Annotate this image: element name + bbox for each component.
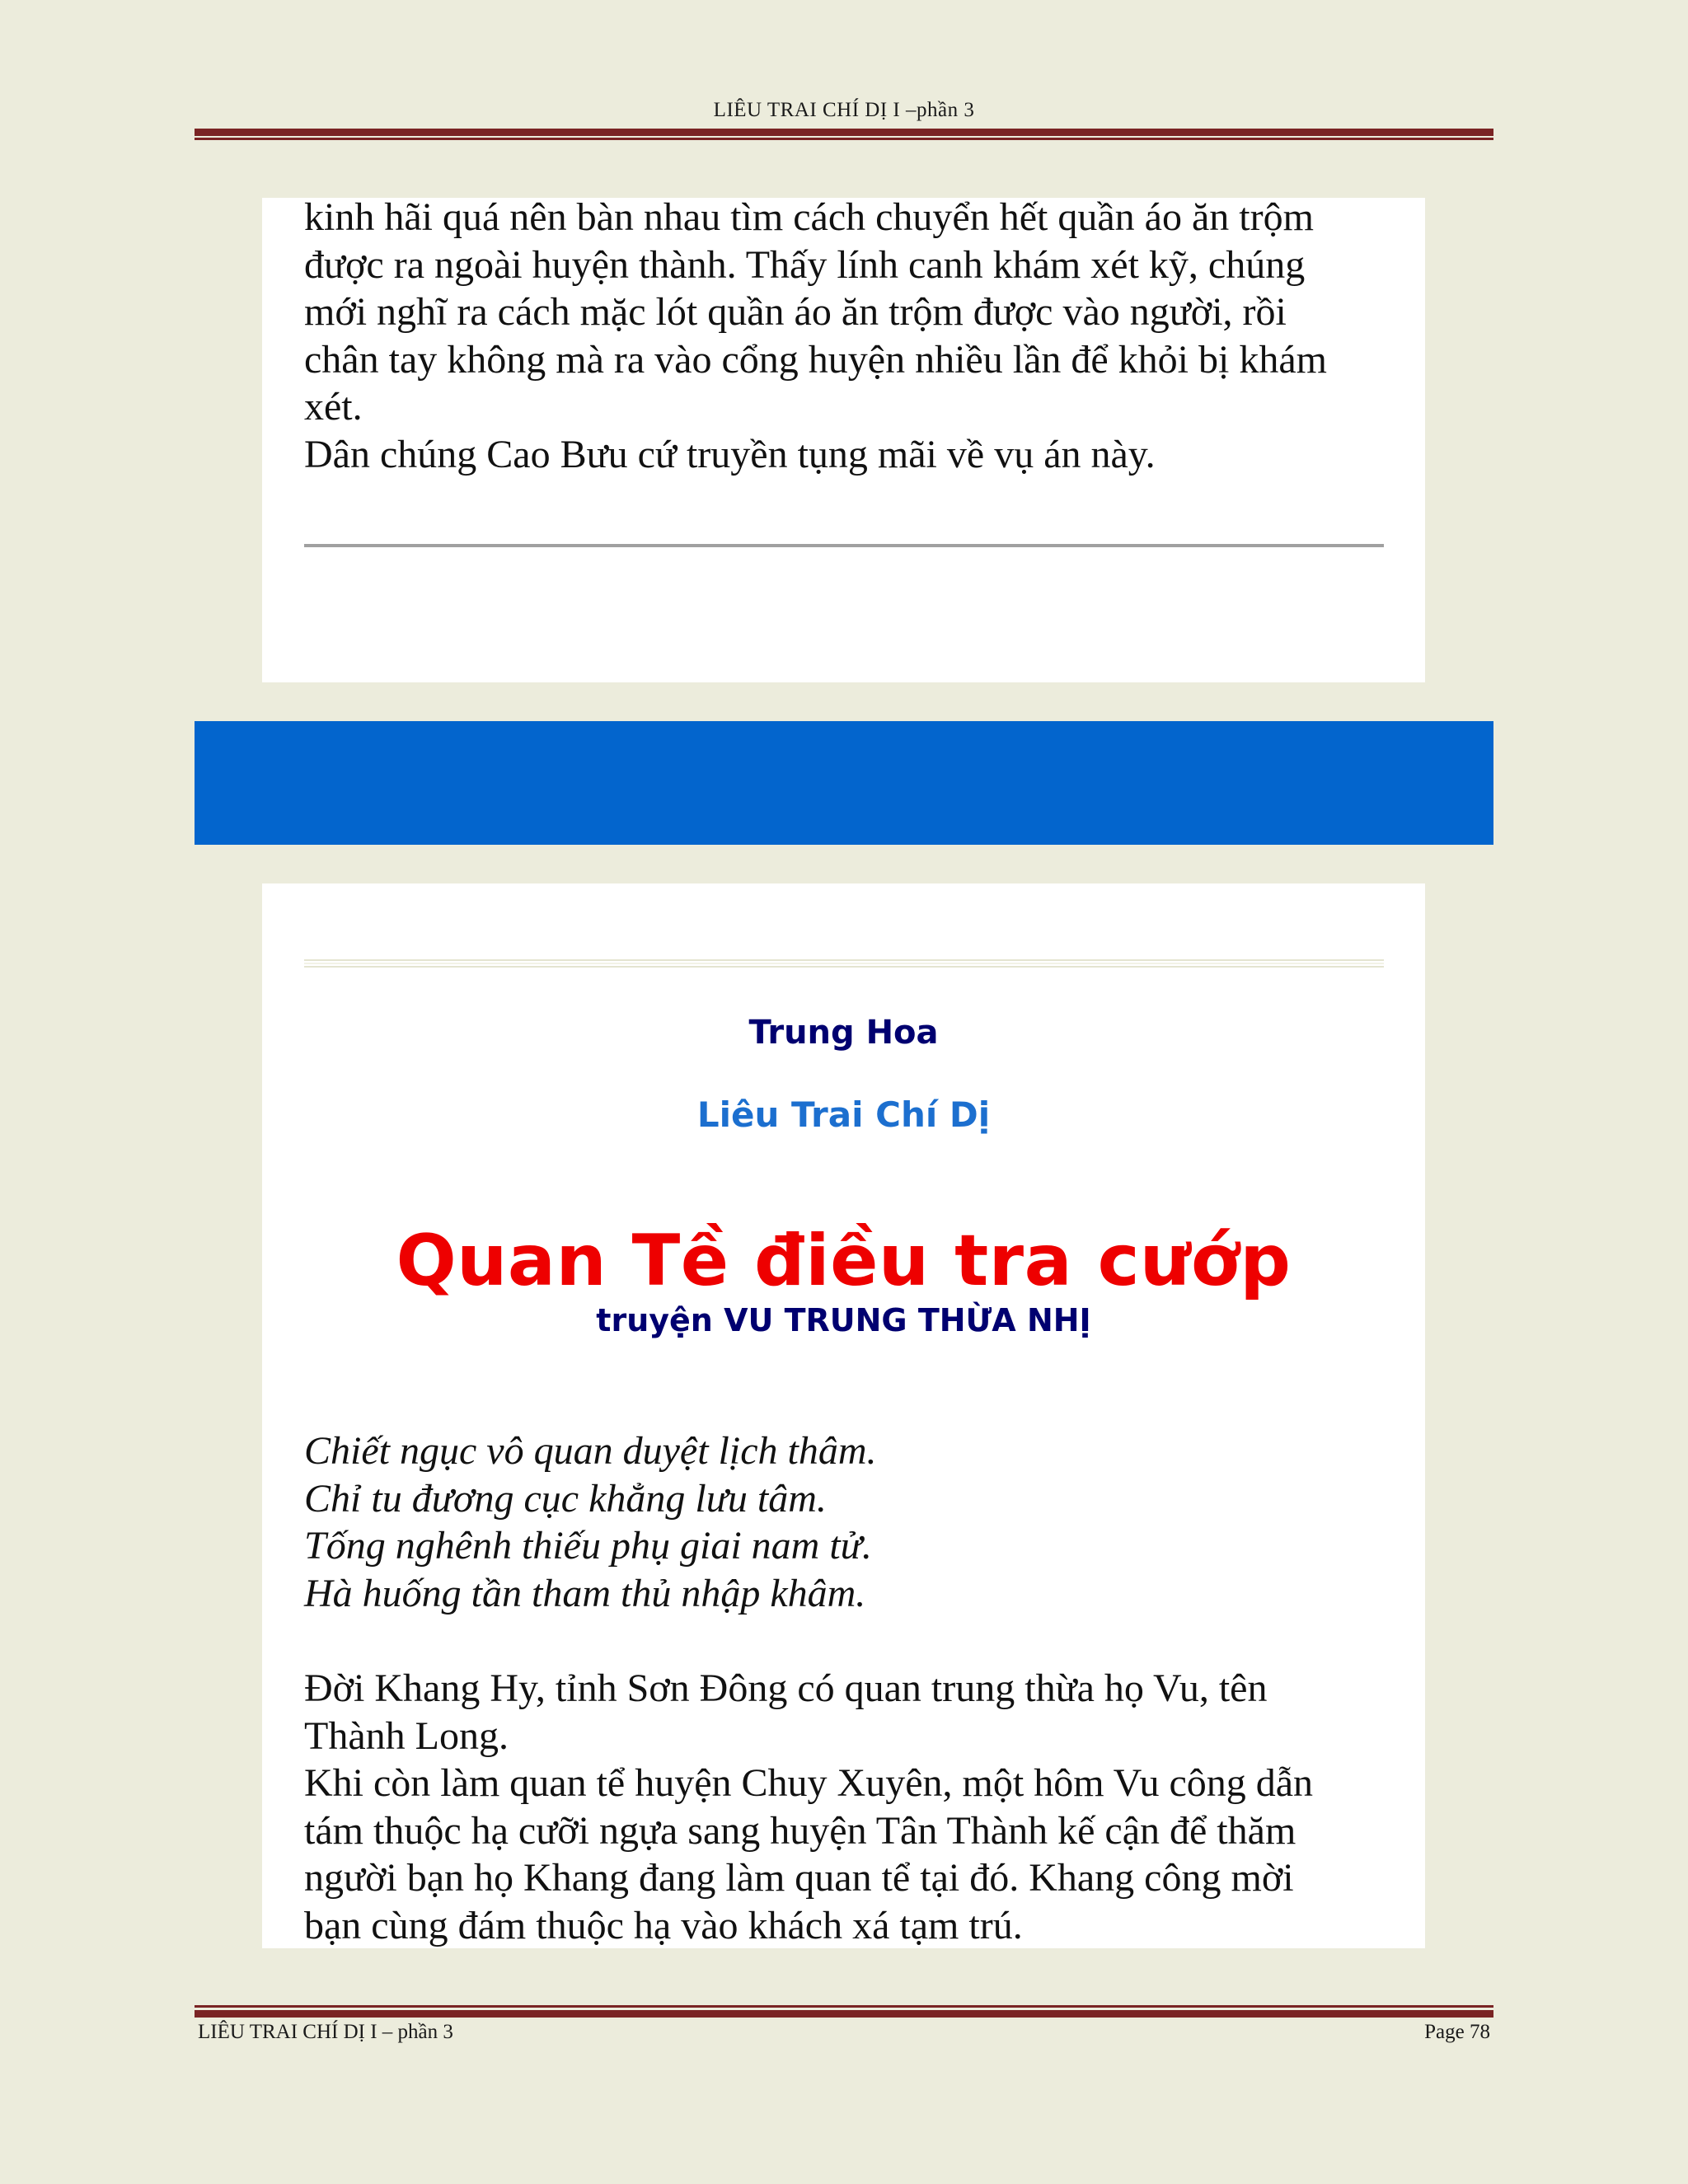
text-line: người bạn họ Khang đang làm quan tể tại đó. Khang công mời <box>304 1856 1294 1900</box>
header-rule-thin <box>195 138 1493 140</box>
previous-story-text <box>304 194 1400 478</box>
footer-rule-thin <box>195 2005 1493 2008</box>
poem-line: Tống nghênh thiếu phụ giai nam tử. <box>304 1524 872 1568</box>
book-title: Liêu Trai Chí Dị <box>696 1094 991 1135</box>
text-line: Dân chúng Cao Bưu cứ truyền tụng mãi về vụ án này. <box>304 432 1156 476</box>
story-title: Quan Tề điều tra cướp <box>396 1220 1292 1302</box>
text-line: chân tay không mà ra vào cổng huyện nhiều lần để khỏi bị khám <box>304 337 1327 382</box>
story-subtitle: truyện VU TRUNG THỪA NHỊ <box>596 1302 1091 1338</box>
text-line: Khi còn làm quan tể huyện Chuy Xuyên, một hôm Vu công dẫn <box>304 1761 1314 1805</box>
story-prose <box>304 1665 1400 1949</box>
text-line: xét. <box>304 385 363 429</box>
previous-story-box <box>262 195 1425 682</box>
text-line: tám thuộc hạ cưỡi ngựa sang huyện Tân Thành kế cận để thăm <box>304 1808 1296 1853</box>
story-region: Trung Hoa <box>748 1014 939 1052</box>
text-line: mới nghĩ ra cách mặc lót quần áo ăn trộm được vào người, rồi <box>304 290 1287 334</box>
footer-rule-thick <box>195 2010 1493 2018</box>
page-number: Page 78 <box>1424 2021 1490 2043</box>
text-line: được ra ngoài huyện thành. Thấy lính canh khám xét kỹ, chúng <box>304 242 1306 287</box>
story-box <box>262 883 1425 1948</box>
poem-line: Chiết ngục vô quan duyệt lịch thâm. <box>304 1429 877 1473</box>
section-divider <box>304 544 1384 547</box>
running-footer: LIÊU TRAI CHÍ DỊ I – phần 3 <box>198 2021 453 2043</box>
poem <box>304 1427 1400 1617</box>
running-header: LIÊU TRAI CHÍ DỊ I –phần 3 <box>713 99 975 121</box>
header-rule-thick <box>195 129 1493 136</box>
double-divider <box>304 959 1384 968</box>
text-line: Thành Long. <box>304 1713 509 1758</box>
text-line: bạn cùng đám thuộc hạ vào khách xá tạm trú. <box>304 1903 1023 1947</box>
text-line: kinh hãi quá nên bàn nhau tìm cách chuyển hết quần áo ăn trộm <box>304 195 1314 239</box>
poem-line: Hà huống tần tham thủ nhập khâm. <box>304 1571 866 1615</box>
blue-separator-band <box>195 721 1493 845</box>
poem-line: Chỉ tu đương cục khẳng lưu tâm. <box>304 1476 827 1521</box>
text-line: Đời Khang Hy, tỉnh Sơn Đông có quan trung thừa họ Vu, tên <box>304 1666 1268 1710</box>
